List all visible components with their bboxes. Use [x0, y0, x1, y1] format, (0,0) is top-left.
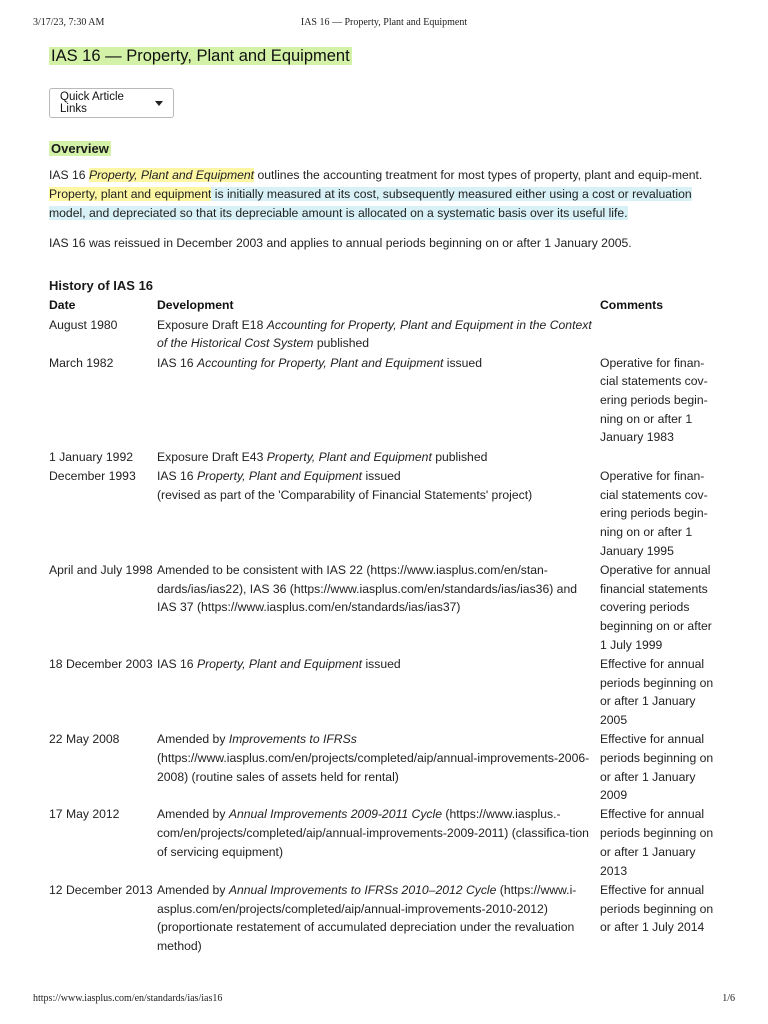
cell-comments: Operative for finan-cial statements cov-ering periods begin-ning on or after 1 January 1995 — [600, 468, 708, 558]
document-title: Property, Plant and Equipment — [266, 449, 432, 464]
cell-comments: Effective for annual periods beginning on or after 1 July 2014 — [600, 882, 714, 935]
cell-development — [157, 881, 600, 956]
cell-comments: Operative for finan-cial statements cov-ering periods begin-ning on or after 1 January 1983 — [600, 355, 708, 445]
page-title-text: IAS 16 — Property, Plant and Equipment — [51, 47, 350, 65]
cell-development — [157, 805, 600, 880]
development-text: published — [431, 449, 488, 464]
document-title: Accounting for Property, Plant and Equipment in the Context of the Historical Cost System — [157, 317, 592, 351]
cell-date: 1 January 1992 — [49, 449, 134, 464]
cell-comments: Effective for annual periods beginning on or after 1 January 2005 — [600, 656, 714, 727]
cell-comments: Operative for annual financial statements covering periods beginning on or after 1 July 1999 — [600, 562, 712, 652]
overview-text-1: IAS 16 — [49, 168, 89, 182]
development-text: IAS 16 — [157, 656, 197, 671]
cell-date: April and July 1998 — [49, 562, 153, 577]
history-table-header — [49, 296, 721, 316]
quick-article-links-label: Quick Article Links — [60, 91, 124, 115]
document-title: Annual Improvements to IFRSs 2010–2012 Cycle — [228, 882, 497, 897]
development-text: Amended to be consistent with IAS 22 (https://www.iasplus.com/en/stan-dards/ias/ias22), IAS 36 (https://www.iasplus.com/en/standards/ias/ias36) and IAS 37 (https://www.iasplus.com/en/standards/ias/ias37) — [157, 562, 577, 615]
table-row — [49, 881, 721, 956]
cell-date: 12 December 2013 — [49, 882, 153, 897]
table-row — [49, 354, 721, 448]
table-row — [49, 467, 721, 561]
table-row — [49, 448, 721, 467]
development-text: issued — [443, 355, 482, 370]
cell-development — [157, 448, 600, 467]
print-header — [33, 17, 735, 31]
cell-development — [157, 354, 600, 448]
overview-text-4: so that its depreciable amount is allocated on a systematic basis over its useful life. — [176, 206, 628, 220]
document-title: Property, Plant and Equipment — [196, 468, 363, 483]
print-date: 3/17/23, 7:30 AM — [33, 17, 105, 28]
print-title: IAS 16 — Property, Plant and Equipment — [300, 17, 468, 28]
page-title — [49, 44, 719, 68]
cell-comments — [600, 448, 721, 467]
development-text: Amended by — [157, 732, 229, 747]
cell-development — [157, 655, 600, 730]
cell-development — [157, 561, 600, 655]
article-content — [49, 44, 719, 956]
history-heading: History of IAS 16 — [49, 278, 154, 293]
development-text: Amended by — [157, 882, 229, 897]
development-text: IAS 16 — [157, 355, 197, 370]
print-url: https://www.iasplus.com/en/standards/ias/ias16 — [33, 993, 223, 1004]
development-text: issued — [362, 468, 401, 483]
development-text: published — [313, 336, 370, 351]
document-title: Improvements to IFRSs — [228, 732, 357, 747]
document-title: Annual Improvements 2009-2011 Cycle — [228, 807, 443, 822]
cell-date: 22 May 2008 — [49, 732, 120, 747]
overview-text-2: outlines the accounting treatment for most types of property, plant and equip-ment. — [254, 168, 703, 182]
development-text: Exposure Draft E43 — [157, 449, 267, 464]
cell-date: March 1982 — [49, 355, 114, 370]
overview-heading — [49, 140, 719, 158]
development-text: (https://www.iasplus.com/en/projects/completed/aip/annual-improvements-2006-2008) (routine sales of assets held for rental) — [157, 750, 590, 784]
cell-comments: Effective for annual periods beginning on or after 1 January 2013 — [600, 807, 714, 878]
table-row — [49, 316, 721, 354]
document-title: Property, Plant and Equipment — [196, 656, 363, 671]
history-table-body — [49, 316, 721, 956]
overview-text-3: is — [211, 187, 227, 201]
page-number: 1/6 — [722, 993, 735, 1004]
column-header-date: Date — [49, 298, 76, 312]
cell-comments: Effective for annual periods beginning on or after 1 January 2009 — [600, 732, 714, 803]
overview-highlight-ppe: Property, plant and equipment — [49, 187, 212, 201]
quick-article-links-button[interactable] — [49, 88, 174, 118]
development-text: issued — [362, 656, 401, 671]
reissue-paragraph: IAS 16 was reissued in December 2003 and applies to annual periods beginning on or after 1 January 2005. — [49, 236, 632, 250]
table-row — [49, 561, 721, 655]
column-header-development: Development — [157, 298, 234, 312]
cell-development — [157, 316, 600, 354]
cell-development — [157, 730, 600, 805]
cell-comments — [600, 316, 721, 354]
development-text: (revised as part of the 'Comparability of Financial Statements' project) — [157, 487, 533, 502]
overview-heading-text: Overview — [51, 141, 109, 156]
development-text: Exposure Draft E18 — [157, 317, 267, 332]
cell-date: 18 December 2003 — [49, 656, 153, 671]
development-text: (https://www.i-asplus.com/en/projects/completed/aip/annual-improvements-2010-2012) (proportionate restatement of accumulated depreciation under the revaluation method) — [157, 882, 577, 953]
development-text: Amended by — [157, 807, 229, 822]
document-title: Accounting for Property, Plant and Equipment — [196, 355, 444, 370]
table-row — [49, 805, 721, 880]
overview-standard-name: Property, Plant and Equipment — [88, 168, 255, 182]
caret-down-icon — [155, 101, 163, 106]
table-row — [49, 730, 721, 805]
print-footer — [33, 993, 735, 1007]
development-text: (https://www.iasplus.-com/en/projects/completed/aip/annual-improvements-2009-2011) (classifica-tion of servicing equipment) — [157, 807, 589, 859]
cell-date: 17 May 2012 — [49, 807, 120, 822]
cell-date: December 1993 — [49, 468, 136, 483]
cell-development — [157, 467, 600, 561]
table-row — [49, 655, 721, 730]
overview-highlight-measurement: initially measured at its cost, subsequently measured either using a cost or revaluation model, and depreciated — [49, 187, 692, 220]
cell-date: August 1980 — [49, 317, 118, 332]
development-text: IAS 16 — [157, 468, 197, 483]
overview-paragraph — [49, 166, 719, 223]
history-table — [49, 296, 721, 956]
column-header-comments: Comments — [600, 298, 663, 312]
